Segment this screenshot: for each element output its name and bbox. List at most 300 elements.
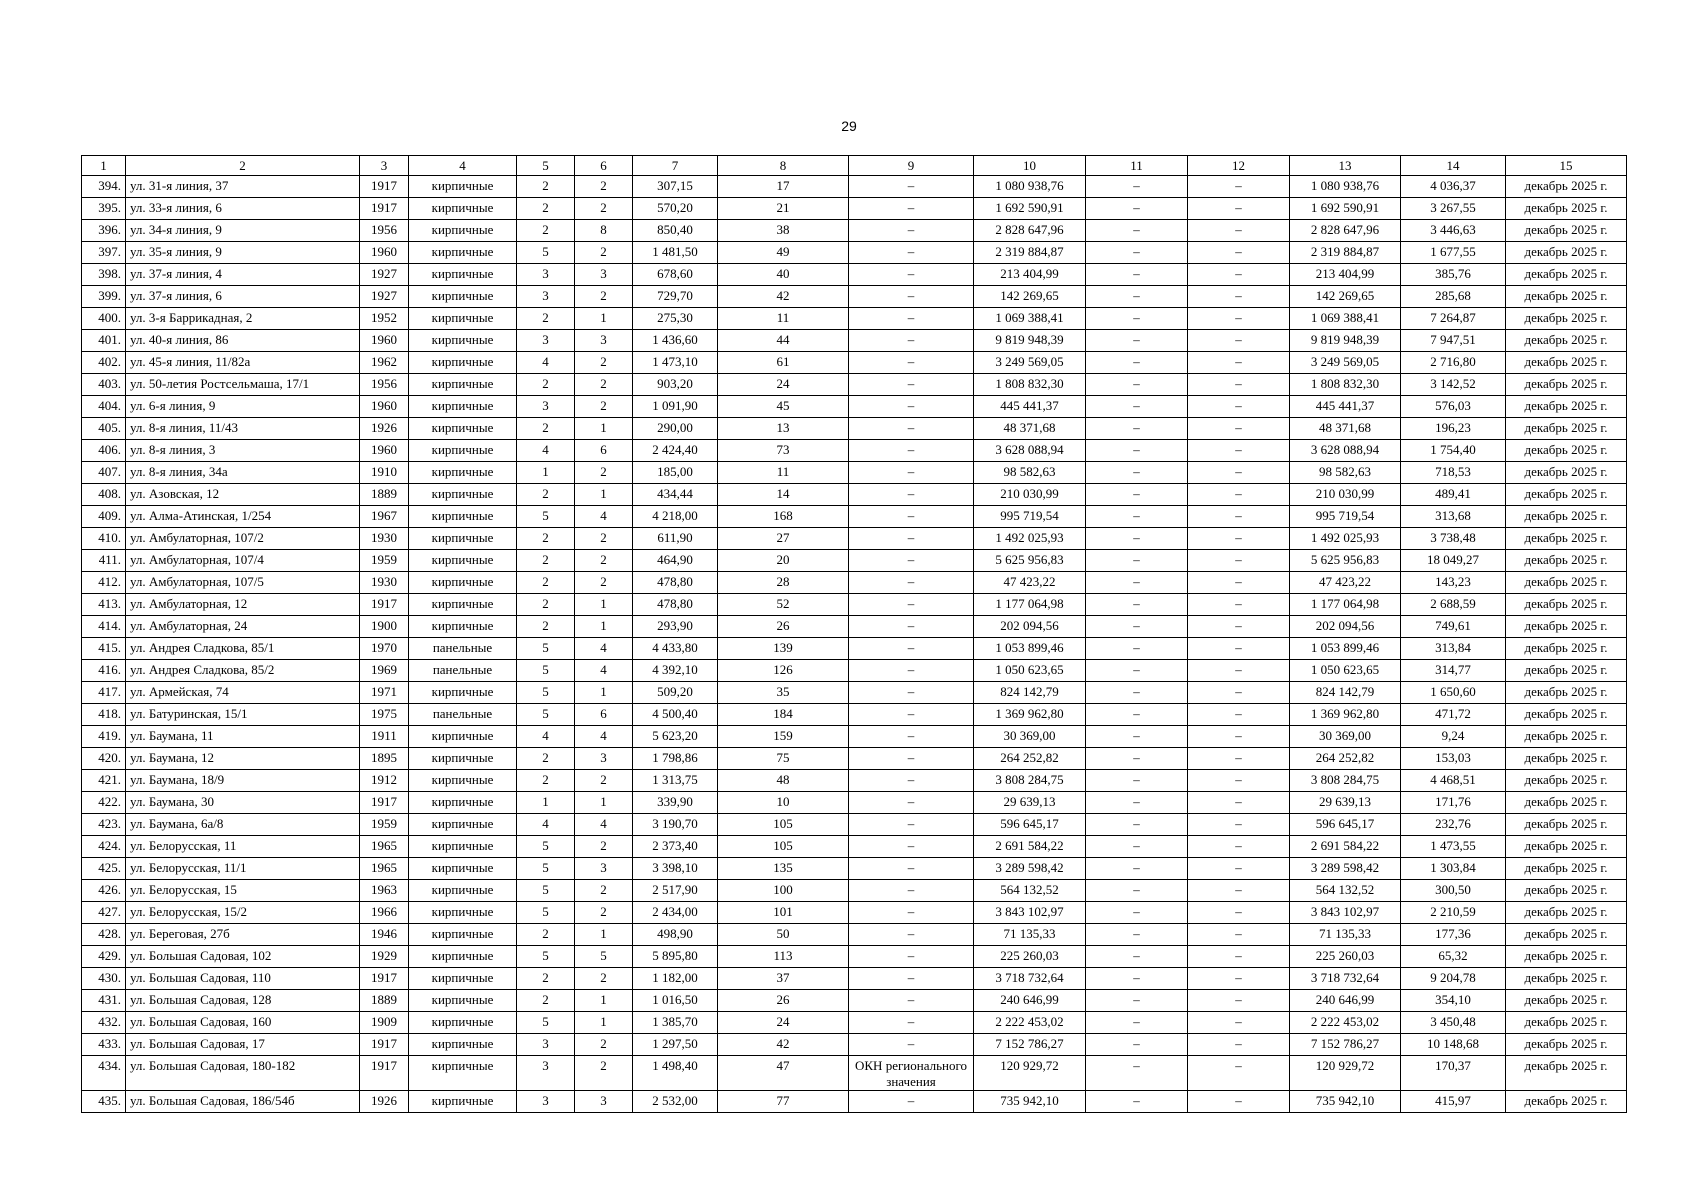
column-header-13: 13 <box>1290 156 1401 176</box>
table-cell-col-8: 40 <box>718 264 849 286</box>
table-cell-col-14: 196,23 <box>1401 418 1506 440</box>
table-cell-col-5: 5 <box>517 660 575 682</box>
table-cell-col-7: 307,15 <box>633 176 718 198</box>
table-cell-col-12: – <box>1188 176 1290 198</box>
table-cell-col-3: 1927 <box>360 264 409 286</box>
table-cell-col-14: 1 677,55 <box>1401 242 1506 264</box>
table-cell-col-11: – <box>1086 814 1188 836</box>
table-cell-col-1: 403. <box>82 374 126 396</box>
table-cell-col-7: 850,40 <box>633 220 718 242</box>
table-cell-col-12: – <box>1188 924 1290 946</box>
table-cell-col-12: – <box>1188 1091 1290 1113</box>
table-cell-col-8: 139 <box>718 638 849 660</box>
table-cell-col-1: 425. <box>82 858 126 880</box>
table-row <box>82 418 1627 440</box>
table-cell-col-14: 7 264,87 <box>1401 308 1506 330</box>
table-cell-col-10: 47 423,22 <box>974 572 1086 594</box>
table-cell-col-14: 354,10 <box>1401 990 1506 1012</box>
table-cell-col-7: 2 424,40 <box>633 440 718 462</box>
table-cell-col-8: 48 <box>718 770 849 792</box>
table-cell-col-13: 30 369,00 <box>1290 726 1401 748</box>
table-row <box>82 638 1627 660</box>
table-cell-col-12: – <box>1188 1012 1290 1034</box>
table-cell-col-9: – <box>849 352 974 374</box>
table-cell-col-7: 903,20 <box>633 374 718 396</box>
table-cell-col-14: 153,03 <box>1401 748 1506 770</box>
table-cell-col-6: 2 <box>575 374 633 396</box>
table-cell-col-5: 5 <box>517 638 575 660</box>
table-cell-col-14: 18 049,27 <box>1401 550 1506 572</box>
column-header-10: 10 <box>974 156 1086 176</box>
table-cell-col-10: 2 691 584,22 <box>974 836 1086 858</box>
table-cell-col-13: 3 843 102,97 <box>1290 902 1401 924</box>
table-cell-col-14: 9 204,78 <box>1401 968 1506 990</box>
table-cell-col-11: – <box>1086 440 1188 462</box>
table-cell-col-14: 143,23 <box>1401 572 1506 594</box>
table-cell-col-5: 2 <box>517 176 575 198</box>
table-cell-col-2: ул. 8-я линия, 3 <box>126 440 360 462</box>
table-cell-col-15: декабрь 2025 г. <box>1506 572 1627 594</box>
table-cell-col-4: кирпичные <box>409 550 517 572</box>
table-cell-col-10: 1 080 938,76 <box>974 176 1086 198</box>
table-cell-col-2: ул. Амбулаторная, 24 <box>126 616 360 638</box>
table-cell-col-3: 1946 <box>360 924 409 946</box>
page-number: 29 <box>841 118 857 134</box>
table-row <box>82 440 1627 462</box>
table-cell-col-8: 45 <box>718 396 849 418</box>
table-cell-col-5: 2 <box>517 616 575 638</box>
table-cell-col-1: 416. <box>82 660 126 682</box>
table-cell-col-11: – <box>1086 550 1188 572</box>
table-cell-col-1: 417. <box>82 682 126 704</box>
table-cell-col-15: декабрь 2025 г. <box>1506 286 1627 308</box>
column-header-1: 1 <box>82 156 126 176</box>
table-cell-col-14: 718,53 <box>1401 462 1506 484</box>
table-cell-col-3: 1971 <box>360 682 409 704</box>
table-cell-col-11: – <box>1086 264 1188 286</box>
table-cell-col-11: – <box>1086 308 1188 330</box>
table-cell-col-4: кирпичные <box>409 946 517 968</box>
table-cell-col-7: 1 297,50 <box>633 1034 718 1056</box>
table-cell-col-10: 29 639,13 <box>974 792 1086 814</box>
table-cell-col-14: 3 446,63 <box>1401 220 1506 242</box>
table-cell-col-13: 596 645,17 <box>1290 814 1401 836</box>
table-cell-col-10: 1 069 388,41 <box>974 308 1086 330</box>
table-cell-col-1: 430. <box>82 968 126 990</box>
table-cell-col-6: 3 <box>575 858 633 880</box>
table-cell-col-9: – <box>849 418 974 440</box>
table-cell-col-14: 489,41 <box>1401 484 1506 506</box>
table-cell-col-3: 1960 <box>360 396 409 418</box>
table-cell-col-13: 1 369 962,80 <box>1290 704 1401 726</box>
table-cell-col-1: 424. <box>82 836 126 858</box>
table-row <box>82 990 1627 1012</box>
table-cell-col-13: 1 177 064,98 <box>1290 594 1401 616</box>
table-cell-col-9: – <box>849 902 974 924</box>
table-cell-col-2: ул. 33-я линия, 6 <box>126 198 360 220</box>
table-cell-col-13: 48 371,68 <box>1290 418 1401 440</box>
column-header-2: 2 <box>126 156 360 176</box>
table-cell-col-5: 5 <box>517 836 575 858</box>
table-cell-col-13: 142 269,65 <box>1290 286 1401 308</box>
table-cell-col-4: кирпичные <box>409 198 517 220</box>
table-cell-col-1: 418. <box>82 704 126 726</box>
table-cell-col-5: 2 <box>517 484 575 506</box>
table-cell-col-7: 1 385,70 <box>633 1012 718 1034</box>
table-cell-col-2: ул. Баумана, 11 <box>126 726 360 748</box>
table-cell-col-13: 213 404,99 <box>1290 264 1401 286</box>
table-cell-col-11: – <box>1086 286 1188 308</box>
table-row <box>82 330 1627 352</box>
table-cell-col-2: ул. Белорусская, 11/1 <box>126 858 360 880</box>
table-cell-col-6: 1 <box>575 594 633 616</box>
column-header-14: 14 <box>1401 156 1506 176</box>
table-cell-col-3: 1960 <box>360 440 409 462</box>
table-cell-col-2: ул. Белорусская, 15 <box>126 880 360 902</box>
table-cell-col-15: декабрь 2025 г. <box>1506 198 1627 220</box>
table-row <box>82 660 1627 682</box>
table-cell-col-1: 433. <box>82 1034 126 1056</box>
table-cell-col-3: 1969 <box>360 660 409 682</box>
table-cell-col-2: ул. Алма-Атинская, 1/254 <box>126 506 360 528</box>
table-cell-col-5: 2 <box>517 550 575 572</box>
table-cell-col-14: 2 716,80 <box>1401 352 1506 374</box>
table-cell-col-3: 1910 <box>360 462 409 484</box>
table-cell-col-15: декабрь 2025 г. <box>1506 374 1627 396</box>
table-cell-col-3: 1917 <box>360 1034 409 1056</box>
table-cell-col-9: – <box>849 990 974 1012</box>
table-cell-col-5: 5 <box>517 880 575 902</box>
table-cell-col-4: кирпичные <box>409 462 517 484</box>
table-cell-col-2: ул. Баумана, 30 <box>126 792 360 814</box>
table-cell-col-11: – <box>1086 968 1188 990</box>
table-cell-col-6: 2 <box>575 242 633 264</box>
table-cell-col-5: 5 <box>517 946 575 968</box>
table-cell-col-7: 1 798,86 <box>633 748 718 770</box>
table-cell-col-3: 1965 <box>360 836 409 858</box>
table-cell-col-15: декабрь 2025 г. <box>1506 924 1627 946</box>
table-cell-col-2: ул. Амбулаторная, 107/2 <box>126 528 360 550</box>
table-cell-col-6: 2 <box>575 198 633 220</box>
table-cell-col-15: декабрь 2025 г. <box>1506 814 1627 836</box>
table-cell-col-4: кирпичные <box>409 858 517 880</box>
table-cell-col-13: 3 718 732,64 <box>1290 968 1401 990</box>
table-cell-col-9: – <box>849 858 974 880</box>
table-cell-col-13: 1 050 623,65 <box>1290 660 1401 682</box>
table-cell-col-14: 10 148,68 <box>1401 1034 1506 1056</box>
column-header-4: 4 <box>409 156 517 176</box>
table-cell-col-9: – <box>849 550 974 572</box>
table-cell-col-2: ул. Андрея Сладкова, 85/1 <box>126 638 360 660</box>
table-cell-col-11: – <box>1086 792 1188 814</box>
table-cell-col-10: 142 269,65 <box>974 286 1086 308</box>
table-cell-col-8: 113 <box>718 946 849 968</box>
table-cell-col-15: декабрь 2025 г. <box>1506 682 1627 704</box>
table-cell-col-13: 47 423,22 <box>1290 572 1401 594</box>
table-cell-col-7: 1 473,10 <box>633 352 718 374</box>
table-cell-col-2: ул. 31-я линия, 37 <box>126 176 360 198</box>
table-cell-col-13: 3 808 284,75 <box>1290 770 1401 792</box>
table-cell-col-7: 293,90 <box>633 616 718 638</box>
table-cell-col-15: декабрь 2025 г. <box>1506 902 1627 924</box>
table-cell-col-10: 202 094,56 <box>974 616 1086 638</box>
table-cell-col-2: ул. 3-я Баррикадная, 2 <box>126 308 360 330</box>
table-cell-col-3: 1917 <box>360 1056 409 1091</box>
table-cell-col-3: 1959 <box>360 550 409 572</box>
table-cell-col-2: ул. Баумана, 12 <box>126 748 360 770</box>
table-cell-col-8: 52 <box>718 594 849 616</box>
table-cell-col-15: декабрь 2025 г. <box>1506 418 1627 440</box>
table-cell-col-9: – <box>849 308 974 330</box>
table-cell-col-12: – <box>1188 858 1290 880</box>
table-cell-col-7: 185,00 <box>633 462 718 484</box>
table-cell-col-4: кирпичные <box>409 308 517 330</box>
table-cell-col-13: 225 260,03 <box>1290 946 1401 968</box>
table-cell-col-15: декабрь 2025 г. <box>1506 264 1627 286</box>
table-cell-col-10: 824 142,79 <box>974 682 1086 704</box>
table-cell-col-4: кирпичные <box>409 374 517 396</box>
table-cell-col-11: – <box>1086 902 1188 924</box>
table-cell-col-7: 2 532,00 <box>633 1091 718 1113</box>
table-cell-col-11: – <box>1086 506 1188 528</box>
table-cell-col-7: 1 016,50 <box>633 990 718 1012</box>
table-cell-col-14: 2 210,59 <box>1401 902 1506 924</box>
table-cell-col-14: 300,50 <box>1401 880 1506 902</box>
table-cell-col-7: 4 433,80 <box>633 638 718 660</box>
table-cell-col-10: 1 050 623,65 <box>974 660 1086 682</box>
table-cell-col-14: 313,84 <box>1401 638 1506 660</box>
table-cell-col-12: – <box>1188 660 1290 682</box>
column-header-12: 12 <box>1188 156 1290 176</box>
table-cell-col-6: 8 <box>575 220 633 242</box>
column-header-8: 8 <box>718 156 849 176</box>
table-cell-col-7: 478,80 <box>633 572 718 594</box>
table-cell-col-10: 1 492 025,93 <box>974 528 1086 550</box>
table-cell-col-7: 3 190,70 <box>633 814 718 836</box>
table-cell-col-6: 4 <box>575 506 633 528</box>
table-cell-col-6: 2 <box>575 880 633 902</box>
table-cell-col-7: 3 398,10 <box>633 858 718 880</box>
table-row <box>82 506 1627 528</box>
table-cell-col-10: 1 692 590,91 <box>974 198 1086 220</box>
table-cell-col-7: 434,44 <box>633 484 718 506</box>
table-cell-col-4: кирпичные <box>409 880 517 902</box>
table-row <box>82 352 1627 374</box>
table-cell-col-5: 2 <box>517 990 575 1012</box>
table-cell-col-10: 1 053 899,46 <box>974 638 1086 660</box>
table-cell-col-9: – <box>849 484 974 506</box>
table-cell-col-11: – <box>1086 858 1188 880</box>
table-cell-col-14: 749,61 <box>1401 616 1506 638</box>
table-cell-col-6: 3 <box>575 1091 633 1113</box>
table-row <box>82 198 1627 220</box>
table-cell-col-1: 395. <box>82 198 126 220</box>
table-cell-col-3: 1900 <box>360 616 409 638</box>
table-cell-col-11: – <box>1086 220 1188 242</box>
table-cell-col-13: 1 080 938,76 <box>1290 176 1401 198</box>
table-cell-col-13: 995 719,54 <box>1290 506 1401 528</box>
table-cell-col-9: – <box>849 594 974 616</box>
table-cell-col-6: 2 <box>575 902 633 924</box>
table-cell-col-6: 6 <box>575 704 633 726</box>
table-cell-col-5: 2 <box>517 594 575 616</box>
table-cell-col-4: кирпичные <box>409 968 517 990</box>
table-cell-col-8: 184 <box>718 704 849 726</box>
table-cell-col-7: 5 895,80 <box>633 946 718 968</box>
table-cell-col-12: – <box>1188 220 1290 242</box>
table-cell-col-4: кирпичные <box>409 440 517 462</box>
table-cell-col-11: – <box>1086 396 1188 418</box>
table-cell-col-6: 2 <box>575 286 633 308</box>
table-cell-col-4: кирпичные <box>409 748 517 770</box>
table-cell-col-9: ОКН регионального значения <box>849 1056 974 1091</box>
table-cell-col-3: 1909 <box>360 1012 409 1034</box>
table-cell-col-5: 5 <box>517 704 575 726</box>
column-header-5: 5 <box>517 156 575 176</box>
table-cell-col-12: – <box>1188 506 1290 528</box>
table-cell-col-8: 42 <box>718 286 849 308</box>
table-cell-col-3: 1929 <box>360 946 409 968</box>
table-cell-col-5: 4 <box>517 440 575 462</box>
table-cell-col-10: 98 582,63 <box>974 462 1086 484</box>
table-cell-col-11: – <box>1086 660 1188 682</box>
table-cell-col-10: 210 030,99 <box>974 484 1086 506</box>
table-cell-col-6: 1 <box>575 990 633 1012</box>
table-cell-col-13: 264 252,82 <box>1290 748 1401 770</box>
table-cell-col-9: – <box>849 330 974 352</box>
table-cell-col-9: – <box>849 506 974 528</box>
table-cell-col-10: 735 942,10 <box>974 1091 1086 1113</box>
table-cell-col-7: 478,80 <box>633 594 718 616</box>
table-cell-col-3: 1911 <box>360 726 409 748</box>
table-cell-col-10: 2 828 647,96 <box>974 220 1086 242</box>
table-cell-col-14: 1 650,60 <box>1401 682 1506 704</box>
table-cell-col-7: 464,90 <box>633 550 718 572</box>
table-cell-col-11: – <box>1086 330 1188 352</box>
table-cell-col-14: 1 303,84 <box>1401 858 1506 880</box>
table-cell-col-6: 1 <box>575 792 633 814</box>
table-cell-col-12: – <box>1188 594 1290 616</box>
table-cell-col-14: 471,72 <box>1401 704 1506 726</box>
table-cell-col-12: – <box>1188 440 1290 462</box>
table-cell-col-4: кирпичные <box>409 902 517 924</box>
table-cell-col-3: 1912 <box>360 770 409 792</box>
table-cell-col-15: декабрь 2025 г. <box>1506 176 1627 198</box>
table-cell-col-8: 73 <box>718 440 849 462</box>
table-cell-col-2: ул. Батуринская, 15/1 <box>126 704 360 726</box>
column-header-15: 15 <box>1506 156 1627 176</box>
table-cell-col-13: 1 492 025,93 <box>1290 528 1401 550</box>
table-cell-col-1: 411. <box>82 550 126 572</box>
table-cell-col-3: 1895 <box>360 748 409 770</box>
table-cell-col-2: ул. 34-я линия, 9 <box>126 220 360 242</box>
table-cell-col-3: 1917 <box>360 968 409 990</box>
table-cell-col-5: 2 <box>517 528 575 550</box>
table-cell-col-3: 1927 <box>360 286 409 308</box>
table-row <box>82 1091 1627 1113</box>
table-cell-col-10: 995 719,54 <box>974 506 1086 528</box>
table-cell-col-1: 414. <box>82 616 126 638</box>
table-cell-col-15: декабрь 2025 г. <box>1506 990 1627 1012</box>
table-cell-col-9: – <box>849 1091 974 1113</box>
table-cell-col-12: – <box>1188 462 1290 484</box>
table-cell-col-5: 5 <box>517 858 575 880</box>
table-cell-col-2: ул. Армейская, 74 <box>126 682 360 704</box>
table-cell-col-12: – <box>1188 572 1290 594</box>
table-cell-col-3: 1965 <box>360 858 409 880</box>
table-cell-col-1: 428. <box>82 924 126 946</box>
table-cell-col-14: 9,24 <box>1401 726 1506 748</box>
table-cell-col-5: 3 <box>517 330 575 352</box>
table-cell-col-11: – <box>1086 880 1188 902</box>
table-cell-col-3: 1962 <box>360 352 409 374</box>
table-cell-col-9: – <box>849 462 974 484</box>
table-cell-col-2: ул. Большая Садовая, 180-182 <box>126 1056 360 1091</box>
table-cell-col-8: 21 <box>718 198 849 220</box>
table-cell-col-8: 38 <box>718 220 849 242</box>
table-cell-col-4: кирпичные <box>409 484 517 506</box>
table-row <box>82 704 1627 726</box>
table-cell-col-8: 37 <box>718 968 849 990</box>
table-cell-col-15: декабрь 2025 г. <box>1506 330 1627 352</box>
table-cell-col-6: 1 <box>575 484 633 506</box>
table-cell-col-7: 729,70 <box>633 286 718 308</box>
table-row <box>82 594 1627 616</box>
table-cell-col-13: 98 582,63 <box>1290 462 1401 484</box>
table-row <box>82 550 1627 572</box>
table-cell-col-3: 1963 <box>360 880 409 902</box>
table-cell-col-10: 9 819 948,39 <box>974 330 1086 352</box>
table-cell-col-12: – <box>1188 880 1290 902</box>
table-cell-col-4: кирпичные <box>409 770 517 792</box>
table-cell-col-8: 105 <box>718 814 849 836</box>
table-cell-col-7: 275,30 <box>633 308 718 330</box>
table-row <box>82 308 1627 330</box>
table-cell-col-9: – <box>849 704 974 726</box>
table-cell-col-12: – <box>1188 1034 1290 1056</box>
table-cell-col-5: 2 <box>517 418 575 440</box>
table-cell-col-6: 5 <box>575 946 633 968</box>
table-cell-col-12: – <box>1188 836 1290 858</box>
table-cell-col-8: 28 <box>718 572 849 594</box>
table-row <box>82 792 1627 814</box>
table-cell-col-15: декабрь 2025 г. <box>1506 1034 1627 1056</box>
table-cell-col-9: – <box>849 176 974 198</box>
table-cell-col-14: 285,68 <box>1401 286 1506 308</box>
table-cell-col-14: 171,76 <box>1401 792 1506 814</box>
table-cell-col-8: 44 <box>718 330 849 352</box>
table-cell-col-14: 1 754,40 <box>1401 440 1506 462</box>
table-cell-col-12: – <box>1188 286 1290 308</box>
table-cell-col-8: 105 <box>718 836 849 858</box>
table-cell-col-10: 3 808 284,75 <box>974 770 1086 792</box>
table-cell-col-7: 509,20 <box>633 682 718 704</box>
table-cell-col-4: кирпичные <box>409 814 517 836</box>
table-cell-col-15: декабрь 2025 г. <box>1506 968 1627 990</box>
table-cell-col-6: 2 <box>575 352 633 374</box>
table-row <box>82 396 1627 418</box>
table-cell-col-11: – <box>1086 484 1188 506</box>
table-cell-col-6: 2 <box>575 462 633 484</box>
table-cell-col-2: ул. Большая Садовая, 186/54б <box>126 1091 360 1113</box>
table-cell-col-1: 426. <box>82 880 126 902</box>
table-cell-col-11: – <box>1086 1012 1188 1034</box>
table-cell-col-6: 2 <box>575 528 633 550</box>
table-cell-col-15: декабрь 2025 г. <box>1506 792 1627 814</box>
table-cell-col-1: 404. <box>82 396 126 418</box>
table-row <box>82 748 1627 770</box>
table-cell-col-2: ул. 8-я линия, 34а <box>126 462 360 484</box>
